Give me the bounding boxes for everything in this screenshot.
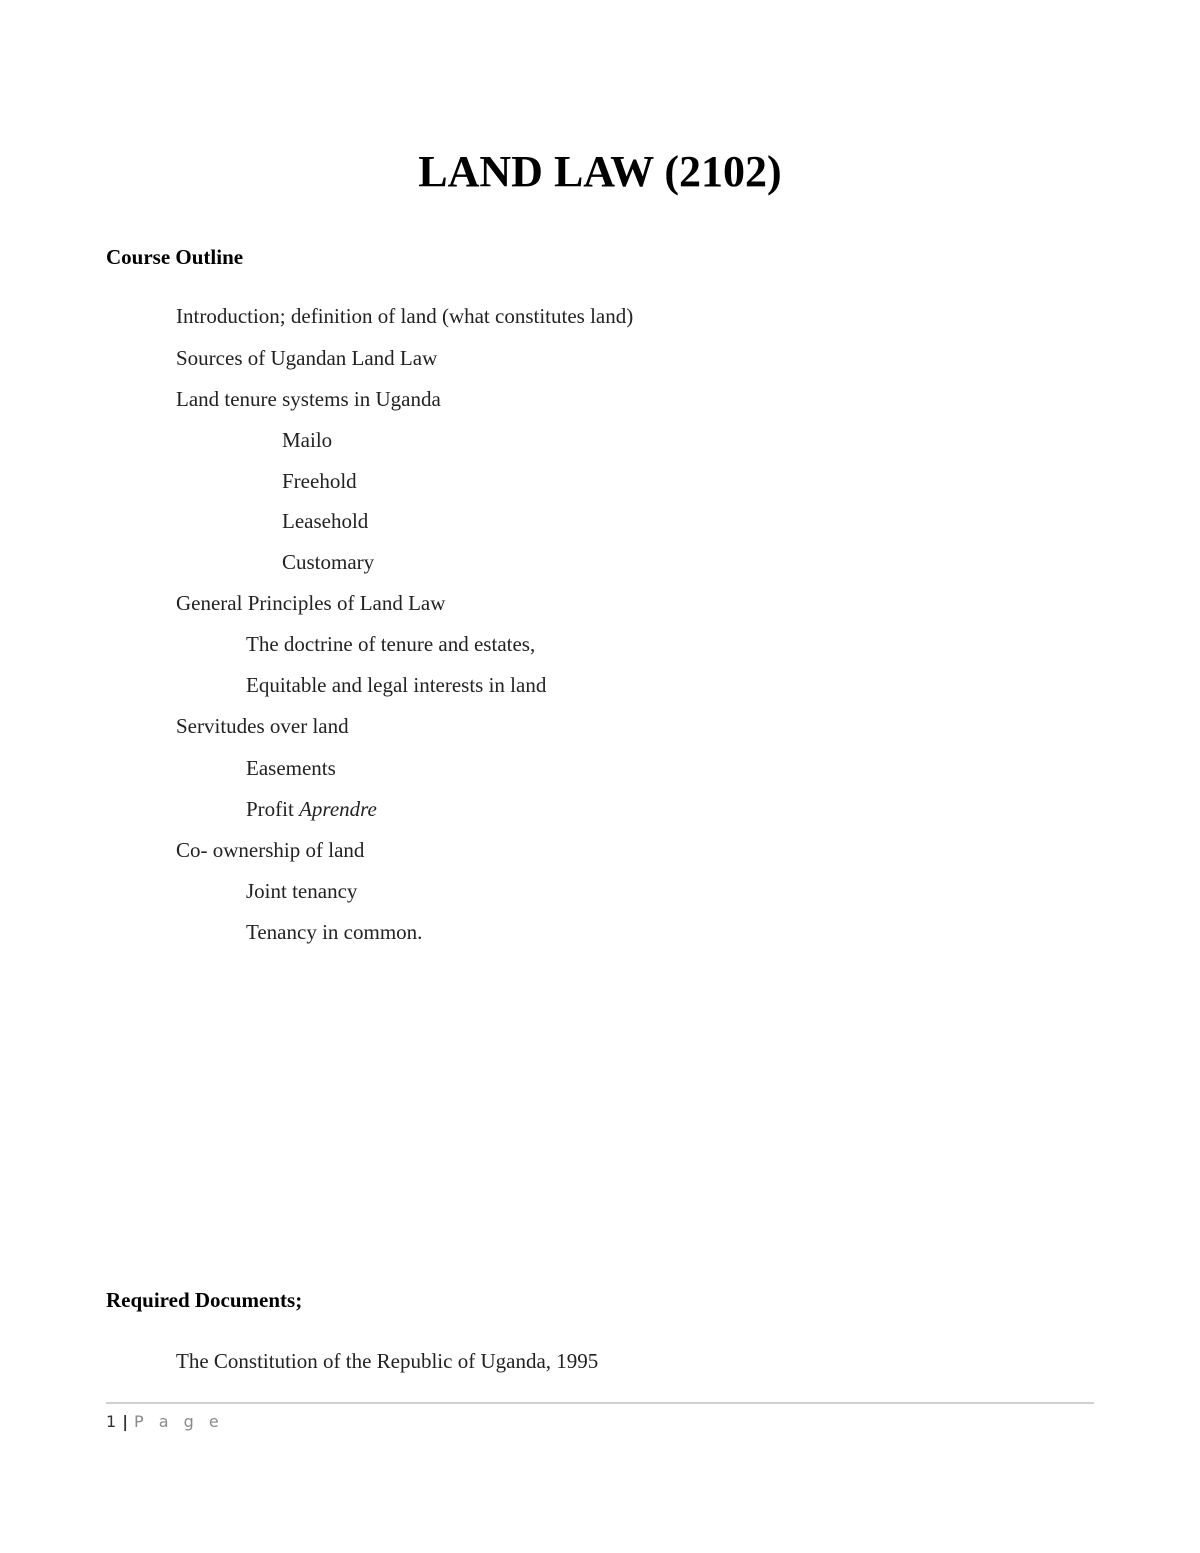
subitem-text: The doctrine of tenure and estates, bbox=[246, 632, 536, 656]
item-text: The Constitution of the Republic of Uganda, 1995 bbox=[176, 1349, 599, 1373]
course-outline-heading: Course Outline bbox=[106, 245, 244, 269]
footer-divider bbox=[106, 1402, 1094, 1404]
document-title: LAND LAW (2102) bbox=[418, 147, 782, 196]
required-documents-heading: Required Documents; bbox=[106, 1288, 303, 1312]
subitem-text-plain: Profit bbox=[246, 797, 294, 821]
subitem-text: Leasehold bbox=[282, 509, 369, 533]
item-text: General Principles of Land Law bbox=[176, 591, 446, 615]
subitem-text: Easements bbox=[246, 756, 336, 780]
subitem-text: Freehold bbox=[282, 469, 357, 493]
footer-separator: | bbox=[122, 1412, 129, 1431]
item-text: Sources of Ugandan Land Law bbox=[176, 346, 438, 370]
subitem-text-italic: Aprendre bbox=[299, 797, 377, 821]
page-footer bbox=[106, 1409, 224, 1435]
subitem-text: Tenancy in common. bbox=[246, 920, 423, 944]
page-label: P a g e bbox=[134, 1412, 224, 1431]
item-text: Co- ownership of land bbox=[176, 838, 365, 862]
page-number: 1 bbox=[106, 1412, 117, 1431]
subitem-text: Equitable and legal interests in land bbox=[246, 673, 547, 697]
item-text: Servitudes over land bbox=[176, 714, 349, 738]
subitem-text bbox=[246, 795, 377, 823]
item-text: Introduction; definition of land (what constitutes land) bbox=[176, 304, 634, 328]
subitem-text: Customary bbox=[282, 550, 375, 574]
subitem-text: Joint tenancy bbox=[246, 879, 358, 903]
subitem-text: Mailo bbox=[282, 428, 333, 452]
item-text: Land tenure systems in Uganda bbox=[176, 387, 441, 411]
